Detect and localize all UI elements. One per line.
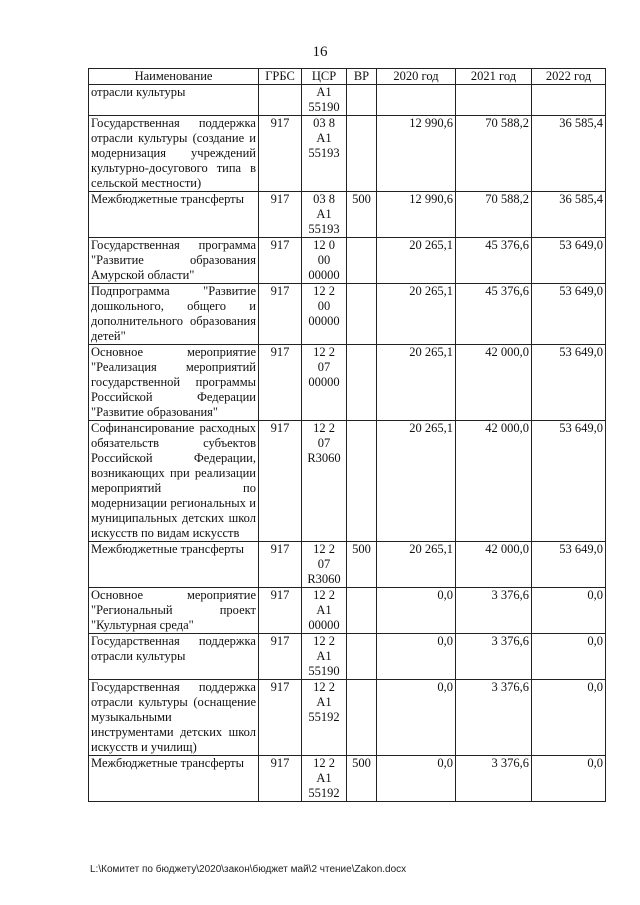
row-2022: 36 585,4 xyxy=(532,116,606,192)
row-vr xyxy=(347,634,377,680)
row-grbs: 917 xyxy=(259,542,302,588)
row-csr: 12 2 07 00000 xyxy=(302,345,347,421)
row-vr: 500 xyxy=(347,192,377,238)
row-2020: 12 990,6 xyxy=(377,116,456,192)
row-2021: 70 588,2 xyxy=(456,192,532,238)
row-2021: 42 000,0 xyxy=(456,542,532,588)
table-row xyxy=(89,756,606,802)
row-vr: 500 xyxy=(347,756,377,802)
row-name: Государственная поддержка отрасли культуры (создание и модернизация учреждений культурно-досугового типа в сельской местности) xyxy=(89,116,259,192)
row-name: Подпрограмма "Развитие дошкольного, общего и дополнительного образования детей" xyxy=(89,284,259,345)
row-grbs: 917 xyxy=(259,284,302,345)
row-csr: 12 2 00 00000 xyxy=(302,284,347,345)
table-row xyxy=(89,85,606,116)
row-name: Основное мероприятие "Региональный проект "Культурная среда" xyxy=(89,588,259,634)
row-grbs: 917 xyxy=(259,116,302,192)
row-2020: 0,0 xyxy=(377,680,456,756)
table-row xyxy=(89,634,606,680)
row-name: Основное мероприятие "Реализация мероприятий государственной программы Российской Федерации "Развитие образования" xyxy=(89,345,259,421)
row-2021: 42 000,0 xyxy=(456,345,532,421)
row-2021: 3 376,6 xyxy=(456,680,532,756)
row-name: Государственная поддержка отрасли культуры (оснащение музыкальными инструментами детских школ искусств и училищ) xyxy=(89,680,259,756)
row-2022: 53 649,0 xyxy=(532,284,606,345)
row-2021: 3 376,6 xyxy=(456,634,532,680)
row-csr: 12 2 07 R3060 xyxy=(302,542,347,588)
row-csr: 12 2 07 R3060 xyxy=(302,421,347,542)
table-row xyxy=(89,192,606,238)
row-2022: 53 649,0 xyxy=(532,238,606,284)
row-name: Государственная поддержка отрасли культуры xyxy=(89,634,259,680)
row-grbs: 917 xyxy=(259,345,302,421)
row-grbs: 917 xyxy=(259,756,302,802)
row-grbs: 917 xyxy=(259,680,302,756)
row-2021: 70 588,2 xyxy=(456,116,532,192)
column-header-name: Наименование xyxy=(89,69,259,85)
budget-table xyxy=(88,68,606,802)
row-csr: A1 55190 xyxy=(302,85,347,116)
row-2022 xyxy=(532,85,606,116)
row-name: Государственная программа "Развитие образования Амурской области" xyxy=(89,238,259,284)
row-2022: 0,0 xyxy=(532,756,606,802)
row-2020: 0,0 xyxy=(377,588,456,634)
row-2020: 0,0 xyxy=(377,634,456,680)
row-2020: 20 265,1 xyxy=(377,238,456,284)
row-vr xyxy=(347,284,377,345)
table-header-row xyxy=(89,69,606,85)
row-csr: 12 2 A1 00000 xyxy=(302,588,347,634)
row-2022: 53 649,0 xyxy=(532,542,606,588)
row-csr: 03 8 A1 55193 xyxy=(302,116,347,192)
row-2020: 20 265,1 xyxy=(377,421,456,542)
row-2022: 0,0 xyxy=(532,588,606,634)
row-2020: 20 265,1 xyxy=(377,542,456,588)
row-vr xyxy=(347,588,377,634)
column-header-grbs: ГРБС xyxy=(259,69,302,85)
row-grbs: 917 xyxy=(259,421,302,542)
row-2020: 12 990,6 xyxy=(377,192,456,238)
row-name: отрасли культуры xyxy=(89,85,259,116)
row-vr xyxy=(347,421,377,542)
row-2020: 20 265,1 xyxy=(377,284,456,345)
row-2021: 3 376,6 xyxy=(456,588,532,634)
row-csr: 12 2 A1 55192 xyxy=(302,756,347,802)
column-header-2022: 2022 год xyxy=(532,69,606,85)
column-header-csr: ЦСР xyxy=(302,69,347,85)
row-csr: 12 2 A1 55190 xyxy=(302,634,347,680)
row-name: Софинансирование расходных обязательств субъектов Российской Федерации, возникающих при реализации мероприятий по модернизации региональных и муниципальных детских школ искусств по видам искусств xyxy=(89,421,259,542)
row-2021: 45 376,6 xyxy=(456,284,532,345)
table-row xyxy=(89,588,606,634)
row-vr: 500 xyxy=(347,542,377,588)
table-row xyxy=(89,345,606,421)
row-2020 xyxy=(377,85,456,116)
table-row xyxy=(89,116,606,192)
row-2021: 42 000,0 xyxy=(456,421,532,542)
row-name: Межбюджетные трансферты xyxy=(89,192,259,238)
row-2022: 36 585,4 xyxy=(532,192,606,238)
table-row xyxy=(89,542,606,588)
column-header-vr: ВР xyxy=(347,69,377,85)
row-vr xyxy=(347,345,377,421)
row-2022: 0,0 xyxy=(532,634,606,680)
table-row xyxy=(89,238,606,284)
row-grbs: 917 xyxy=(259,634,302,680)
row-vr xyxy=(347,680,377,756)
row-grbs: 917 xyxy=(259,588,302,634)
row-grbs xyxy=(259,85,302,116)
row-2022: 53 649,0 xyxy=(532,421,606,542)
row-csr: 12 0 00 00000 xyxy=(302,238,347,284)
table-row xyxy=(89,421,606,542)
page-number: 16 xyxy=(312,44,328,60)
table-row xyxy=(89,284,606,345)
row-vr xyxy=(347,238,377,284)
row-2021: 3 376,6 xyxy=(456,756,532,802)
footer-file-path: L:\Комитет по бюджету\2020\закон\бюджет май\2 чтение\Zakon.docx xyxy=(90,864,407,875)
row-grbs: 917 xyxy=(259,238,302,284)
row-vr xyxy=(347,116,377,192)
row-vr xyxy=(347,85,377,116)
row-csr: 03 8 A1 55193 xyxy=(302,192,347,238)
row-grbs: 917 xyxy=(259,192,302,238)
row-2021: 45 376,6 xyxy=(456,238,532,284)
row-csr: 12 2 A1 55192 xyxy=(302,680,347,756)
column-header-2020: 2020 год xyxy=(377,69,456,85)
row-name: Межбюджетные трансферты xyxy=(89,542,259,588)
row-2022: 53 649,0 xyxy=(532,345,606,421)
row-2020: 20 265,1 xyxy=(377,345,456,421)
column-header-2021: 2021 год xyxy=(456,69,532,85)
row-2021 xyxy=(456,85,532,116)
table-row xyxy=(89,680,606,756)
row-2020: 0,0 xyxy=(377,756,456,802)
row-2022: 0,0 xyxy=(532,680,606,756)
row-name: Межбюджетные трансферты xyxy=(89,756,259,802)
